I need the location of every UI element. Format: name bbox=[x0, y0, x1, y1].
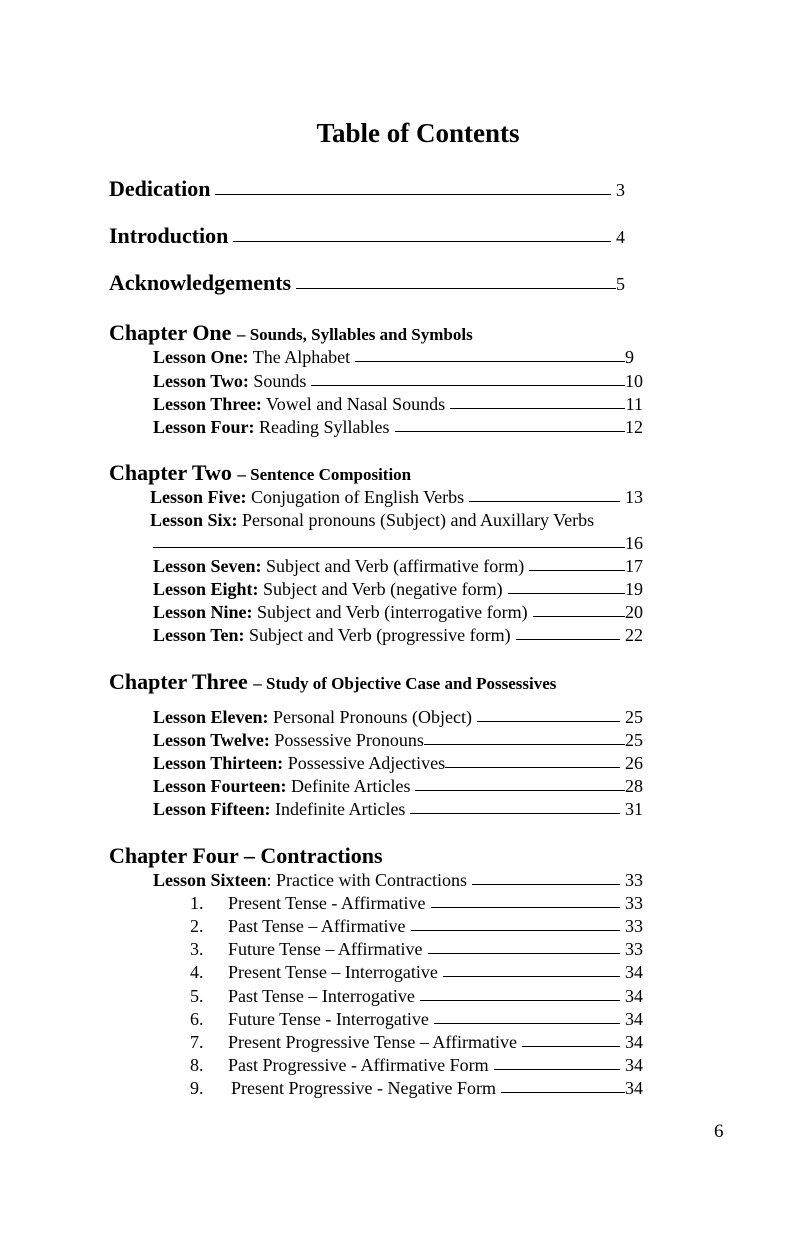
chapter-title: Chapter Two bbox=[109, 460, 232, 485]
lesson-name: Lesson Thirteen: bbox=[153, 753, 284, 773]
item-number: 9. bbox=[190, 1078, 204, 1098]
leader-line bbox=[529, 570, 625, 571]
item-page: 34 bbox=[625, 1055, 643, 1075]
leader-line bbox=[355, 361, 625, 362]
lesson-topic: Subject and Verb (negative form) bbox=[263, 579, 503, 599]
item-page: 34 bbox=[625, 1078, 643, 1098]
entry-page: 5 bbox=[616, 274, 625, 294]
item-number: 6. bbox=[190, 1009, 204, 1029]
leader-line bbox=[311, 385, 625, 386]
lesson-page: 13 bbox=[625, 487, 643, 507]
leader-line bbox=[522, 1046, 620, 1047]
leader-line bbox=[296, 288, 616, 289]
item-text: Past Tense – Interrogative bbox=[228, 986, 415, 1006]
lesson-topic: Subject and Verb (affirmative form) bbox=[266, 556, 525, 576]
lesson-topic: Personal Pronouns (Object) bbox=[273, 707, 472, 727]
lesson-page: 20 bbox=[625, 602, 643, 622]
lesson-topic: : Practice with Contractions bbox=[266, 870, 467, 890]
item-text: Present Tense - Affirmative bbox=[228, 893, 426, 913]
lesson-name: Lesson Ten: bbox=[153, 625, 245, 645]
lesson-entry bbox=[153, 870, 643, 891]
lesson-topic: Subject and Verb (progressive form) bbox=[249, 625, 511, 645]
entry-page: 4 bbox=[616, 227, 625, 247]
lesson-entry bbox=[153, 579, 643, 600]
lesson-name: Lesson Five: bbox=[150, 487, 247, 507]
entry-page: 3 bbox=[616, 180, 625, 200]
entry-label: Acknowledgements bbox=[109, 270, 292, 295]
leader-line bbox=[410, 813, 620, 814]
lesson-topic: Possessive Adjectives bbox=[287, 753, 446, 773]
lesson-name: Lesson Two: bbox=[153, 371, 249, 391]
leader-line bbox=[233, 241, 611, 242]
leader-line bbox=[428, 953, 620, 954]
page-title: Table of Contents bbox=[316, 118, 520, 148]
lesson-entry bbox=[153, 799, 643, 820]
chapter-heading bbox=[109, 320, 473, 346]
lesson-name: Lesson Fifteen: bbox=[153, 799, 271, 819]
page-number: 6 bbox=[714, 1121, 724, 1142]
item-page: 33 bbox=[625, 893, 643, 913]
item-text: Present Progressive Tense – Affirmative bbox=[228, 1032, 518, 1052]
lesson-page: 26 bbox=[625, 753, 643, 773]
leader-line bbox=[472, 884, 620, 885]
item-number: 5. bbox=[190, 986, 204, 1006]
list-item bbox=[190, 893, 643, 914]
item-number: 2. bbox=[190, 916, 204, 936]
lesson-page: 25 bbox=[625, 730, 643, 750]
leader-line bbox=[415, 790, 625, 791]
item-text: Future Tense – Affirmative bbox=[228, 939, 423, 959]
lesson-topic: Subject and Verb (interrogative form) bbox=[257, 602, 528, 622]
lesson-page: 33 bbox=[625, 870, 643, 890]
lesson-topic: Definite Articles bbox=[291, 776, 411, 796]
lesson-topic: Indefinite Articles bbox=[274, 799, 406, 819]
leader-line bbox=[501, 1092, 625, 1093]
lesson-page: 17 bbox=[625, 556, 643, 576]
leader-line bbox=[533, 616, 625, 617]
item-page: 34 bbox=[625, 962, 643, 982]
item-text: Present Progressive - Negative Form bbox=[231, 1078, 496, 1098]
item-number: 7. bbox=[190, 1032, 204, 1052]
lesson-entry bbox=[153, 417, 643, 438]
leader-line bbox=[215, 194, 611, 195]
list-item bbox=[190, 916, 643, 937]
list-item bbox=[190, 1032, 643, 1053]
entry-label: Dedication bbox=[109, 176, 211, 201]
item-page: 33 bbox=[625, 939, 643, 959]
lesson-topic: Vowel and Nasal Sounds bbox=[266, 394, 446, 414]
toc-entry-introduction bbox=[109, 223, 634, 249]
lesson-name: Lesson Twelve: bbox=[153, 730, 270, 750]
lesson-page: 22 bbox=[625, 625, 643, 645]
leader-line bbox=[443, 976, 620, 977]
lesson-entry bbox=[150, 487, 643, 508]
chapter-heading bbox=[109, 843, 383, 869]
item-text: Future Tense - Interrogative bbox=[228, 1009, 429, 1029]
item-page: 34 bbox=[625, 1009, 643, 1029]
lesson-entry bbox=[153, 394, 643, 415]
item-text: Present Tense – Interrogative bbox=[228, 962, 438, 982]
leader-line bbox=[445, 767, 620, 768]
leader-line bbox=[424, 744, 625, 745]
item-text: Past Tense – Affirmative bbox=[228, 916, 406, 936]
leader-line bbox=[411, 930, 620, 931]
lesson-name: Lesson One: bbox=[153, 347, 249, 367]
list-item bbox=[190, 962, 643, 983]
leader-line bbox=[494, 1069, 620, 1070]
lesson-entry bbox=[153, 602, 643, 623]
chapter-title: Chapter Four – Contractions bbox=[109, 843, 383, 868]
lesson-entry bbox=[153, 371, 643, 392]
lesson-entry bbox=[153, 556, 643, 577]
chapter-heading bbox=[109, 460, 411, 486]
lesson-name: Lesson Nine: bbox=[153, 602, 253, 622]
lesson-name: Lesson Fourteen: bbox=[153, 776, 287, 796]
chapter-subtitle: – Sounds, Syllables and Symbols bbox=[236, 325, 473, 344]
item-page: 33 bbox=[625, 916, 643, 936]
leader-line bbox=[469, 501, 620, 502]
item-number: 3. bbox=[190, 939, 204, 959]
leader-line bbox=[420, 1000, 620, 1001]
chapter-subtitle: – Study of Objective Case and Possessives bbox=[253, 674, 557, 693]
leader-line bbox=[395, 431, 626, 432]
lesson-page: 11 bbox=[625, 394, 643, 414]
lesson-entry bbox=[153, 347, 643, 368]
lesson-page: 31 bbox=[625, 799, 643, 819]
lesson-topic: Conjugation of English Verbs bbox=[251, 487, 465, 507]
lesson-entry bbox=[153, 753, 643, 774]
list-item bbox=[190, 939, 643, 960]
item-text: Past Progressive - Affirmative Form bbox=[228, 1055, 489, 1075]
lesson-entry bbox=[153, 730, 643, 751]
lesson-name: Lesson Four: bbox=[153, 417, 255, 437]
leader-line bbox=[477, 721, 620, 722]
lesson-topic: The Alphabet bbox=[252, 347, 351, 367]
lesson-name: Lesson Three: bbox=[153, 394, 262, 414]
list-item bbox=[190, 1078, 643, 1099]
leader-line bbox=[450, 408, 625, 409]
lesson-name: Lesson Sixteen bbox=[153, 870, 267, 890]
toc-entry-dedication bbox=[109, 176, 634, 202]
item-page: 34 bbox=[625, 1032, 643, 1052]
lesson-name: Lesson Eleven: bbox=[153, 707, 269, 727]
leader-line bbox=[153, 547, 625, 548]
lesson-entry bbox=[153, 707, 643, 728]
list-item bbox=[190, 986, 643, 1007]
list-item bbox=[190, 1055, 643, 1076]
leader-line bbox=[516, 639, 620, 640]
item-page: 34 bbox=[625, 986, 643, 1006]
item-number: 8. bbox=[190, 1055, 204, 1075]
chapter-subtitle: – Sentence Composition bbox=[237, 465, 412, 484]
lesson-page: 12 bbox=[625, 417, 643, 437]
entry-label: Introduction bbox=[109, 223, 229, 248]
lesson-entry bbox=[153, 776, 643, 797]
chapter-heading bbox=[109, 669, 556, 695]
chapter-title: Chapter Three bbox=[109, 669, 248, 694]
leader-line bbox=[434, 1023, 620, 1024]
lesson-topic: Possessive Pronouns bbox=[274, 730, 424, 750]
lesson-topic: Personal pronouns (Subject) and Auxillary Verbs bbox=[242, 510, 595, 530]
chapter-title: Chapter One bbox=[109, 320, 232, 345]
list-item bbox=[190, 1009, 643, 1030]
toc-entry-acknowledgements bbox=[109, 270, 634, 296]
item-number: 4. bbox=[190, 962, 204, 982]
item-number: 1. bbox=[190, 893, 204, 913]
lesson-page: 9 bbox=[625, 347, 634, 367]
lesson-page: 25 bbox=[625, 707, 643, 727]
lesson-page: 19 bbox=[625, 579, 643, 599]
lesson-name: Lesson Six: bbox=[150, 510, 238, 530]
leader-line bbox=[431, 907, 620, 908]
lesson-name: Lesson Seven: bbox=[153, 556, 262, 576]
leader-line bbox=[508, 593, 625, 594]
lesson-entry-continuation bbox=[153, 533, 643, 554]
lesson-page: 16 bbox=[625, 533, 643, 553]
lesson-name: Lesson Eight: bbox=[153, 579, 259, 599]
lesson-page: 28 bbox=[625, 776, 643, 796]
lesson-entry-first-line bbox=[150, 510, 594, 531]
lesson-entry bbox=[153, 625, 643, 646]
lesson-topic: Sounds bbox=[253, 371, 307, 391]
lesson-page: 10 bbox=[625, 371, 643, 391]
lesson-topic: Reading Syllables bbox=[259, 417, 390, 437]
